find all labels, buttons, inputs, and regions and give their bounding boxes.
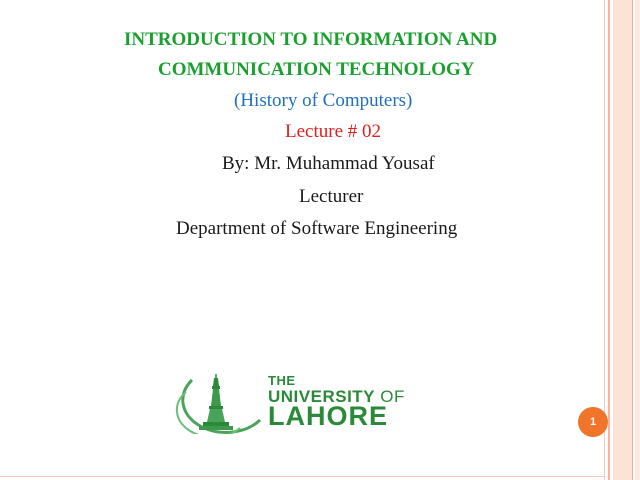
- decor-stripe: [604, 0, 605, 480]
- slide-subtitle: (History of Computers): [234, 90, 413, 111]
- logo-wordmark: [268, 372, 468, 434]
- bottom-divider: [0, 476, 604, 477]
- slide-title-line-1: INTRODUCTION TO INFORMATION AND: [124, 29, 498, 50]
- page-number-badge: 1: [578, 407, 608, 437]
- logo-text-the: THE: [268, 373, 296, 388]
- slide-title-line-2: COMMUNICATION TECHNOLOGY: [158, 59, 475, 80]
- decor-stripe: [613, 0, 632, 480]
- logo-text-university-word: UNIVERSITY: [268, 387, 376, 406]
- decor-stripe: [632, 0, 633, 480]
- logo-text-of: OF: [375, 387, 405, 406]
- decor-stripe: [608, 0, 610, 480]
- author-line: By: Mr. Muhammad Yousaf: [222, 153, 435, 174]
- lecture-number: Lecture # 02: [285, 121, 382, 142]
- author-role: Lecturer: [299, 186, 364, 207]
- university-logo: [170, 372, 470, 434]
- minar-emblem-icon: [170, 372, 264, 434]
- department-line: Department of Software Engineering: [176, 218, 458, 239]
- decor-stripe: [635, 0, 640, 480]
- logo-text-lahore: LAHORE: [268, 401, 388, 431]
